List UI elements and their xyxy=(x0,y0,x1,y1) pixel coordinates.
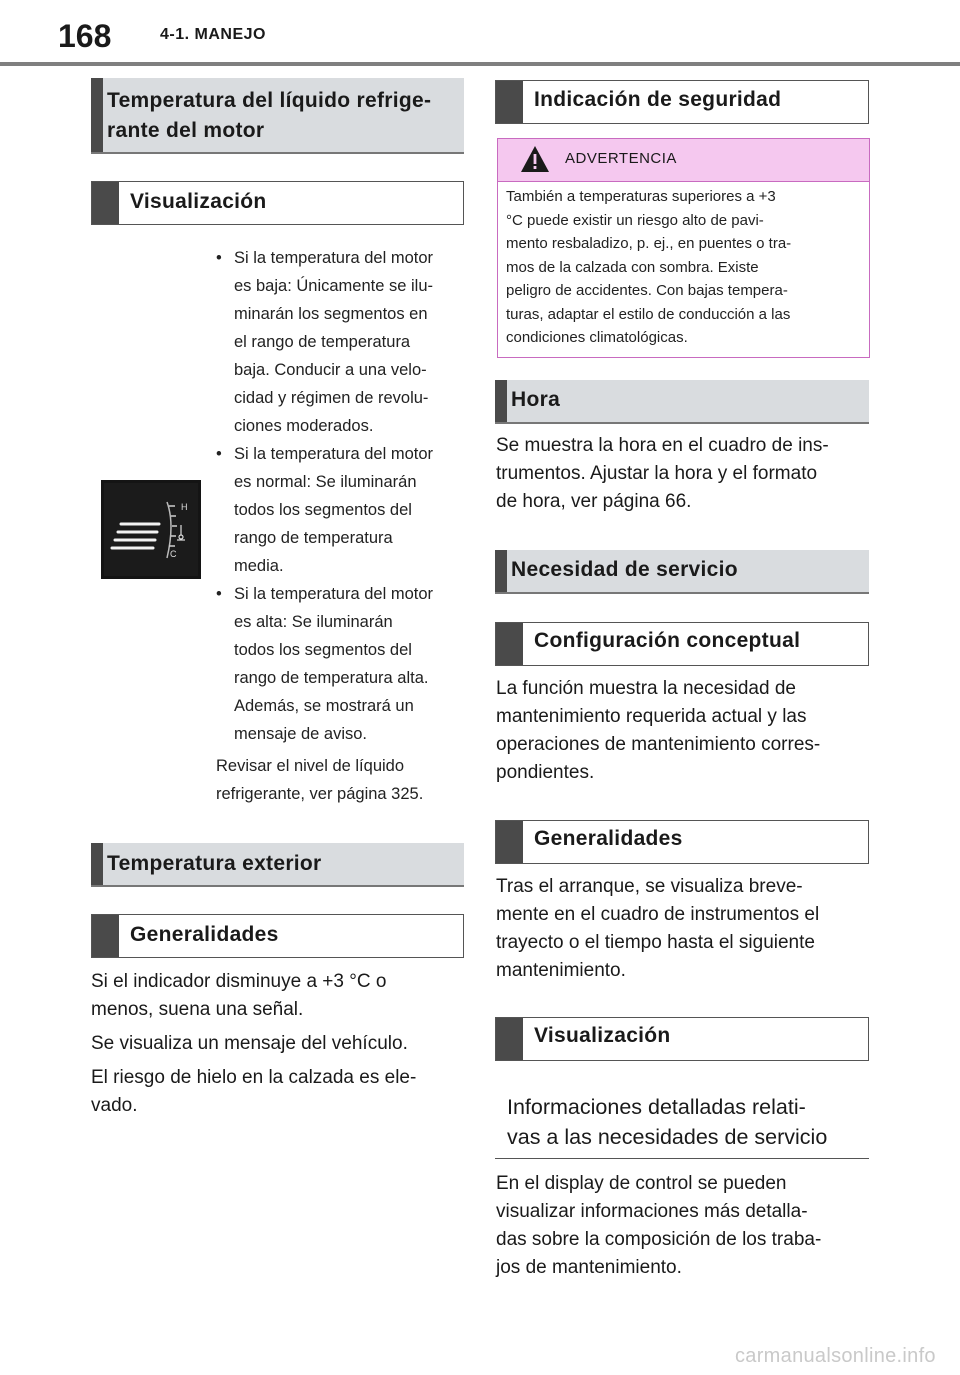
time-text: Se muestra la hora en el cuadro de ins- trumentos. Ajustar la hora y el formato de hora, ver página 66. xyxy=(496,435,829,512)
subsection-display xyxy=(91,181,464,225)
section-exterior-temperature xyxy=(91,843,464,887)
chapter-title: 4-1. MANEJO xyxy=(160,26,266,43)
section-time xyxy=(495,380,869,424)
warning-header xyxy=(498,139,869,182)
warning-triangle-icon xyxy=(520,145,550,173)
subsection-title: Generalidades xyxy=(534,827,683,850)
coolant-gauge-image xyxy=(101,480,201,579)
paragraph: Se visualiza un mensaje del vehículo. xyxy=(91,1033,408,1054)
subsection-display-right xyxy=(495,1017,869,1061)
concept-text: La función muestra la necesidad de mantenimiento requerida actual y las operaciones de mantenimiento corres- pondientes. xyxy=(496,678,821,783)
subsection-title: Visualización xyxy=(130,190,267,213)
gauge-drawing xyxy=(101,480,201,579)
subsection-title: Generalidades xyxy=(130,923,279,946)
section-title-line: Temperatura del líquido refrige- xyxy=(107,89,432,112)
bullet-item: • Si la temperatura del motor es normal: Se iluminarán todos los segmentos del rango de temperatura media. xyxy=(216,440,466,580)
subsection-general-right xyxy=(495,820,869,864)
warning-title: ADVERTENCIA xyxy=(565,150,677,167)
subsection-title: Visualización xyxy=(534,1024,671,1047)
section-service-need xyxy=(495,550,869,594)
subsection-general xyxy=(91,914,464,958)
gauge-hot-label: H xyxy=(181,502,188,512)
subsection-title: Configuración conceptual xyxy=(534,629,801,652)
section-title: Hora xyxy=(511,388,561,411)
section-title: Temperatura exterior xyxy=(107,852,322,875)
section-title: Necesidad de servicio xyxy=(511,558,738,581)
warning-box xyxy=(497,138,870,358)
warning-text: También a temperaturas superiores a +3 °C puede existir un riesgo alto de pavi- mento resbaladizo, p. ej., en puentes o tra- mos de la calzada con sombra. Existe peligro de accidentes. Con bajas tempera- turas, adaptar el estilo de conducción a las condiciones climatológicas. xyxy=(506,188,792,346)
subsection-title: Indicación de seguridad xyxy=(534,88,782,111)
subsection-safety-indication xyxy=(495,80,869,124)
info-heading: Informaciones detalladas relati- vas a las necesidades de servicio xyxy=(495,1090,869,1159)
general-text: Tras el arranque, se visualiza breve- mente en el cuadro de instrumentos el trayecto o el tiempo hasta el siguiente mantenimiento. xyxy=(496,876,820,981)
header-rule xyxy=(0,62,960,66)
paragraph: El riesgo de hielo en la calzada es ele- vado. xyxy=(91,1067,417,1116)
display-bullet-list xyxy=(216,244,466,808)
section-title-line: rante del motor xyxy=(107,119,265,142)
coolant-note: Revisar el nivel de líquido refrigerante, ver página 325. xyxy=(216,757,424,803)
bullet-item: • Si la temperatura del motor es baja: Únicamente se ilu- minarán los segmentos en el rango de temperatura baja. Conducir a una velo- cidad y régimen de revolu- ciones moderados. xyxy=(216,244,466,440)
exterior-temp-text xyxy=(91,968,464,1120)
watermark: carmanualsonline.info xyxy=(735,1345,936,1367)
page-number: 168 xyxy=(58,18,112,54)
paragraph: Si el indicador disminuye a +3 °C o menos, suena una señal. xyxy=(91,971,387,1020)
bullet-item: • Si la temperatura del motor es alta: Se iluminarán todos los segmentos del rango de temperatura alta. Además, se mostrará un mensaje de aviso. xyxy=(216,580,466,748)
info-text: En el display de control se pueden visualizar informaciones más detalla- das sobre la composición de los traba- jos de mantenimiento. xyxy=(496,1173,822,1278)
section-coolant-temperature xyxy=(91,78,464,154)
subsection-concept xyxy=(495,622,869,666)
gauge-cold-label: C xyxy=(170,549,177,559)
